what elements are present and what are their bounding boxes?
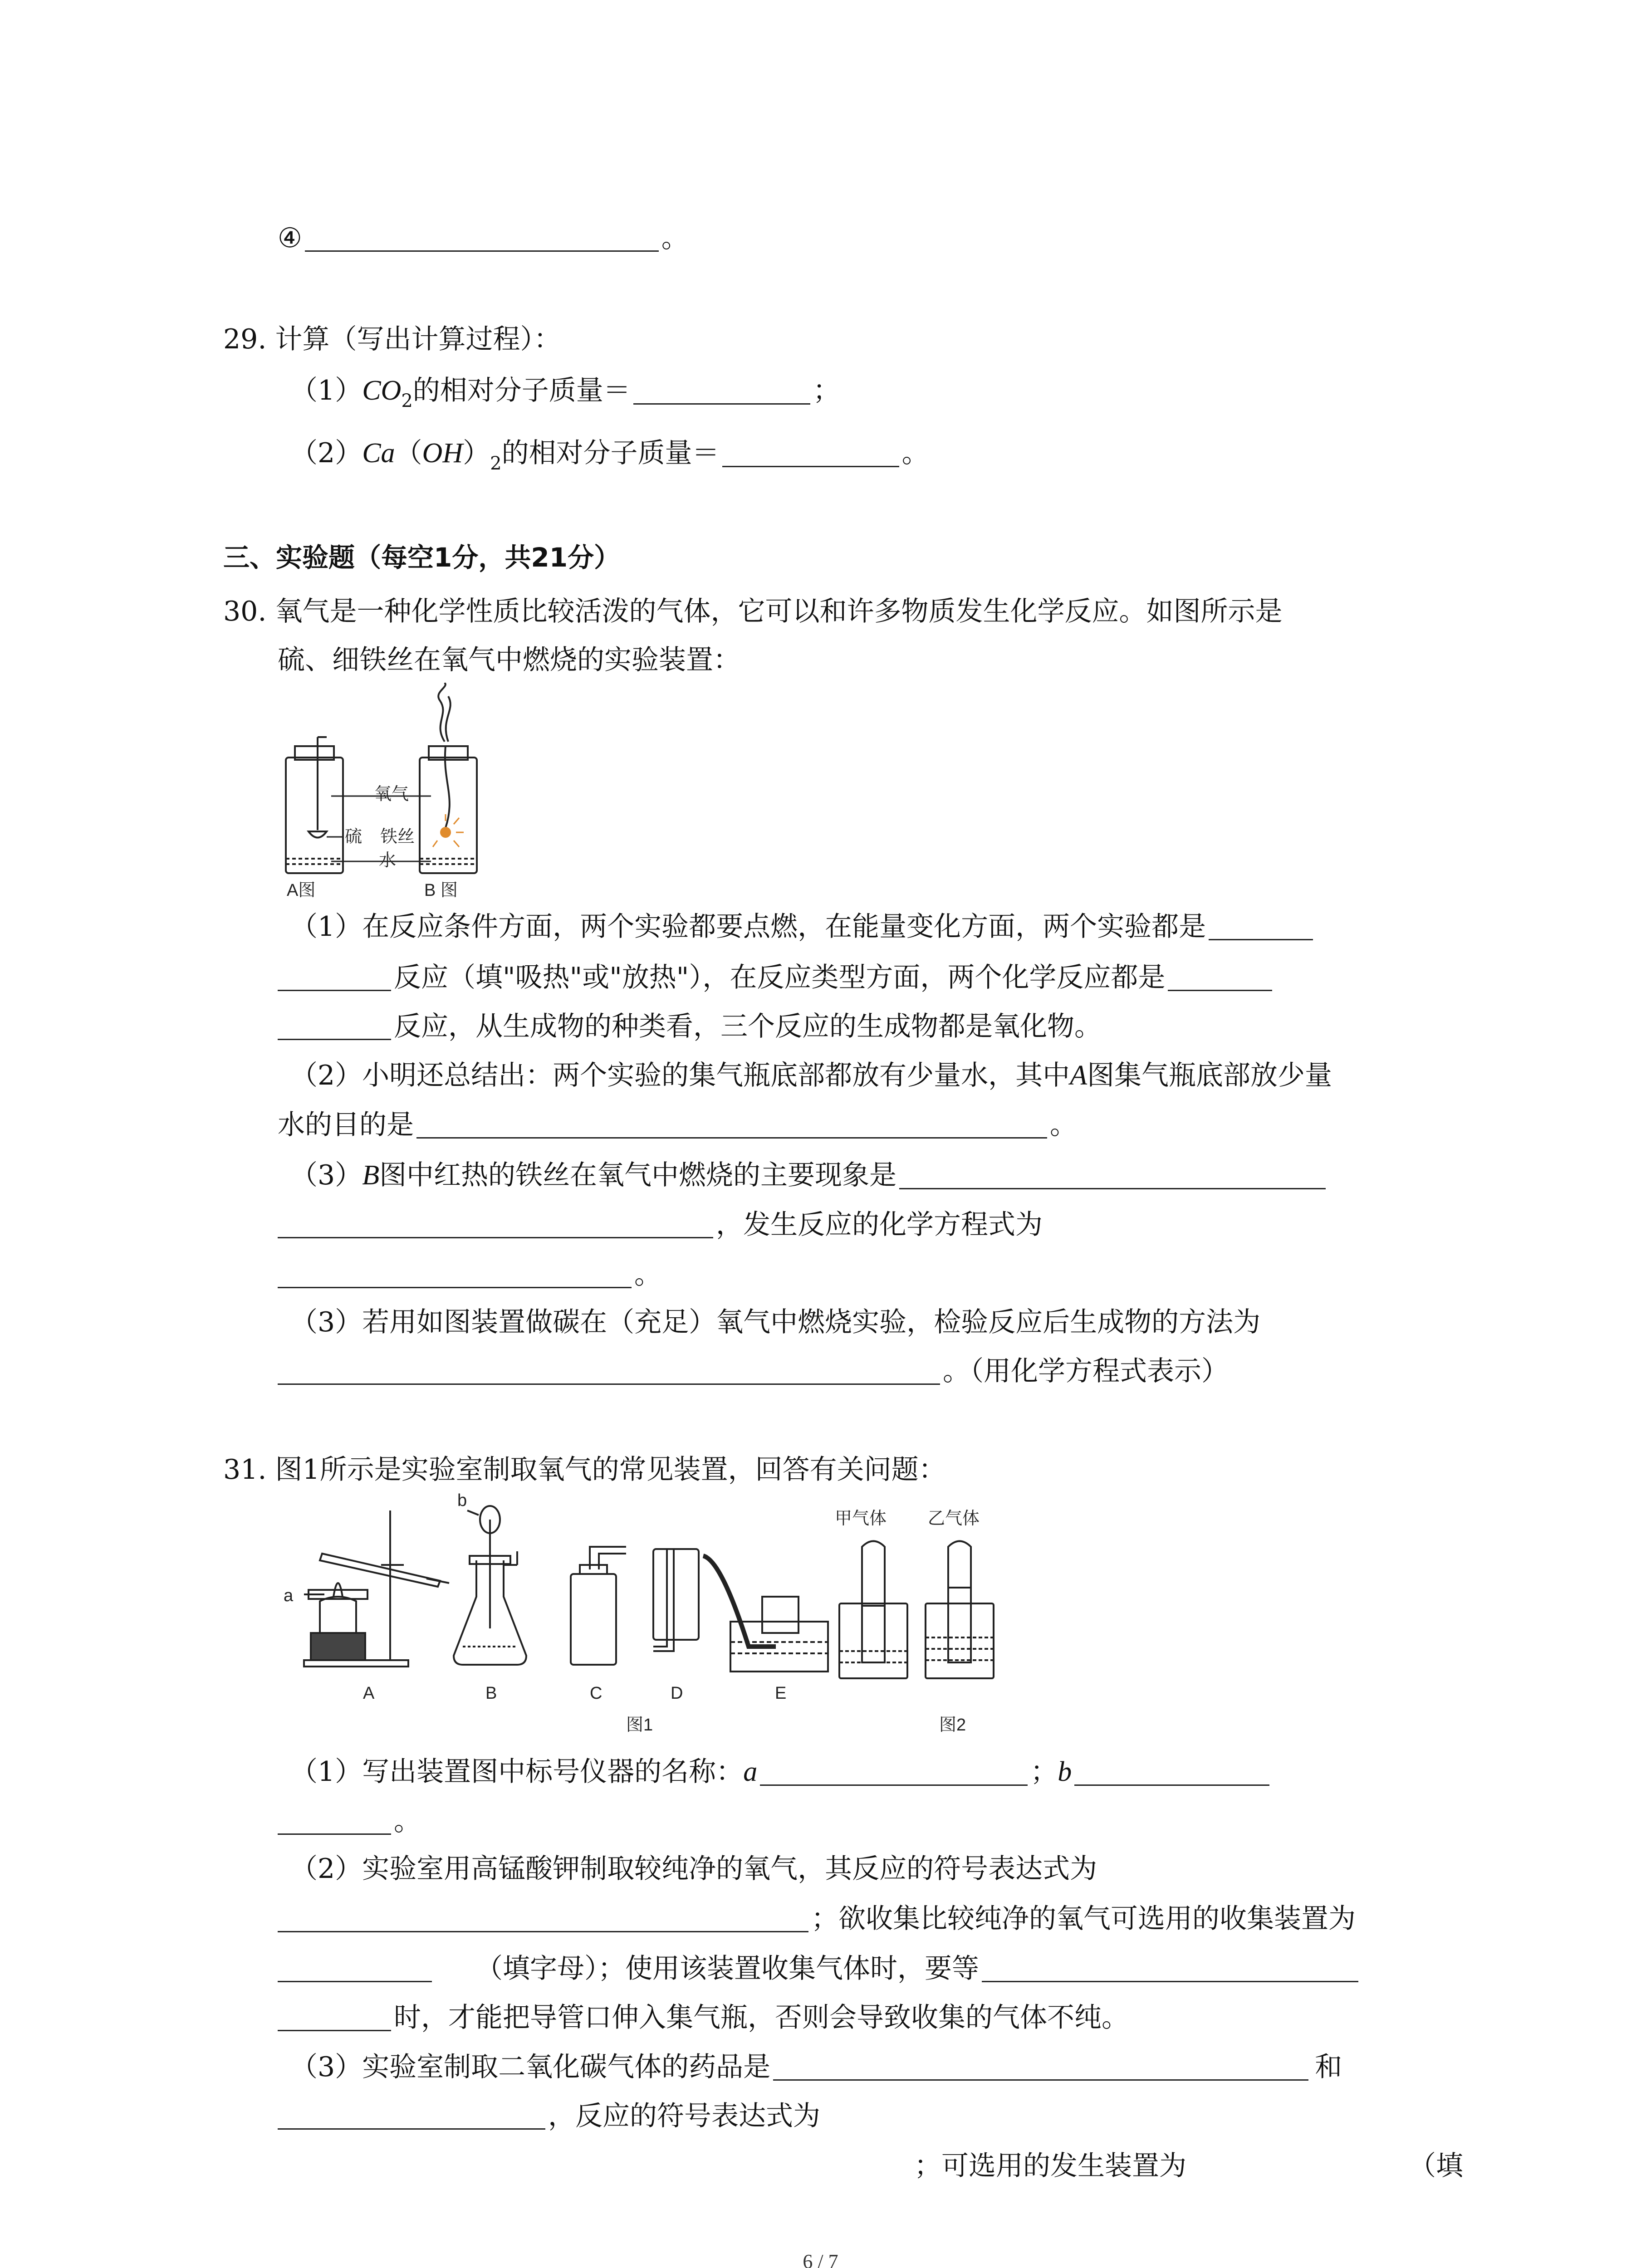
q30-line2: 硫、细铁丝在氧气中燃烧的实验装置： [278, 644, 740, 676]
fig-label-sulfur: 硫 [345, 827, 362, 846]
label-b: b [457, 1492, 467, 1510]
q30-blank-4[interactable] [278, 1360, 940, 1385]
q30-s2-l1: （2）小明还总结出：两个实验的集气瓶底部都放有少量水，其中A图集气瓶底部放少量 [290, 1060, 1332, 1091]
label-D: D [671, 1684, 683, 1703]
q30-blank-1d[interactable] [278, 1015, 391, 1040]
label-A: A [363, 1684, 375, 1703]
page-number: 6 / 7 [803, 2250, 838, 2268]
fig2-beaker-2 [926, 1541, 994, 1679]
label-fig1: 图1 [626, 1716, 653, 1735]
q30-blank-1b[interactable] [278, 966, 391, 991]
q31-blank-3a[interactable] [773, 2056, 1308, 2081]
q31-s2-l3: （填字母）；使用该装置收集气体时，要等 [278, 1955, 1361, 1982]
fig-label-a: A图 [287, 881, 316, 900]
q31-title: 31. 图1所示是实验室制取氧气的常见装置，回答有关问题： [223, 1454, 946, 1486]
fig2-beaker-1 [839, 1541, 907, 1679]
q30-blank-3b[interactable] [278, 1213, 713, 1238]
q30-apparatus-figure [277, 683, 531, 900]
q31-s2-l4: 时，才能把导管口伸入集气瓶，否则会导致收集的气体不纯。 [278, 2004, 1129, 2031]
q31-s2-l2: ；欲收集比较纯净的氧气可选用的收集装置为 [278, 1905, 1356, 1932]
q29-part2: $(2)Ca(OH)_2$的相对分子质量＝ 。 [290, 437, 929, 474]
q30-blank-1c[interactable] [1168, 966, 1272, 991]
q31-blank-2a[interactable] [278, 1907, 808, 1932]
q31-blank-2d[interactable] [278, 2006, 391, 2031]
q31-s3-l3: ；可选用的发生装置为 [914, 2150, 1186, 2182]
q29-blank-1[interactable] [633, 380, 810, 405]
q31-blank-3b[interactable] [278, 2105, 545, 2130]
q31-blank-2c[interactable] [982, 1957, 1358, 1982]
label-a: a [284, 1586, 294, 1605]
apparatus-a [304, 1510, 449, 1667]
q31-apparatus-figure [277, 1492, 1057, 1742]
q31-s3-l2: ，反应的符号表达式为 [278, 2102, 820, 2130]
q30-s2-l2: 水的目的是 。 [278, 1109, 1077, 1141]
q31-s1-l1: （1）写出装置图中标号仪器的名称：a ；b [290, 1758, 1272, 1786]
label-fig2: 图2 [939, 1716, 966, 1735]
section3-title: 三、实验题（每空1分，共21分） [223, 542, 621, 573]
q30-s3-l2: ，发生反应的化学方程式为 [278, 1211, 1043, 1238]
apparatus-e [703, 1556, 828, 1672]
label-B: B [485, 1684, 497, 1703]
q31-s3-l1: （3）实验室制取二氧化碳气体的药品是 和 [290, 2051, 1342, 2083]
q31-blank-1a[interactable] [760, 1761, 1028, 1786]
jar-b [420, 683, 477, 873]
q30-s4-l2: 。（用化学方程式表示） [278, 1358, 1229, 1385]
q31-s1-l2: 。 [278, 1808, 421, 1835]
label-gas1: 甲气体 [835, 1509, 887, 1528]
q30-line1: 30. 氧气是一种化学性质比较活泼的气体，它可以和许多物质发生化学反应。如图所示是 [223, 596, 1283, 627]
apparatus-b [454, 1506, 526, 1665]
q31-blank-2b[interactable] [278, 1957, 432, 1982]
q30-blank-3a[interactable] [899, 1164, 1326, 1189]
q31-blank-1b[interactable] [1074, 1761, 1269, 1786]
q30-blank-1a[interactable] [1209, 915, 1313, 940]
q31-s2-l1: （2）实验室用高锰酸钾制取较纯净的氧气，其反应的符号表达式为 [290, 1853, 1097, 1885]
q30-s1-l3: 反应，从生成物的种类看，三个反应的生成物都是氧化物。 [278, 1013, 1102, 1040]
q30-s1-l2: 反应（填"吸热"或"放热"），在反应类型方面，两个化学反应都是 [278, 964, 1275, 991]
jar-a [286, 737, 343, 873]
q30-blank-2[interactable] [416, 1114, 1047, 1139]
apparatus-d [653, 1549, 699, 1651]
q30-s4-l1: （3）若用如图装置做碳在（充足）氧气中燃烧实验，检验反应后生成物的方法为 [290, 1306, 1261, 1338]
q30-blank-3c[interactable] [278, 1263, 632, 1288]
label-gas2: 乙气体 [928, 1509, 980, 1528]
q31-blank-1c[interactable] [278, 1810, 391, 1835]
q29-title: 29. 计算（写出计算过程）： [223, 323, 561, 355]
q29-blank-2[interactable] [722, 442, 899, 467]
q28-blank-4[interactable] [305, 227, 659, 252]
q30-s1-l1: （1）在反应条件方面，两个实验都要点燃，在能量变化方面，两个实验都是 [290, 913, 1316, 940]
label-C: C [590, 1684, 603, 1703]
label-E: E [775, 1684, 787, 1703]
fig-label-b: B 图 [424, 881, 458, 900]
fig-label-water: 水 [379, 851, 397, 870]
q30-s3-l3: 。 [278, 1261, 661, 1288]
q30-s3-l1: （3）B图中红热的铁丝在氧气中燃烧的主要现象是 [290, 1161, 1328, 1189]
fig-label-iron: 铁丝 [380, 827, 415, 846]
q31-s3-fill: （填 [1409, 2150, 1463, 2182]
apparatus-c [571, 1547, 626, 1665]
q28-line: ④ 。 [278, 222, 689, 254]
q29-part1: $(1)CO_2$的相对分子质量＝ ； [290, 375, 840, 411]
fig-label-oxygen: 氧气 [374, 785, 409, 804]
